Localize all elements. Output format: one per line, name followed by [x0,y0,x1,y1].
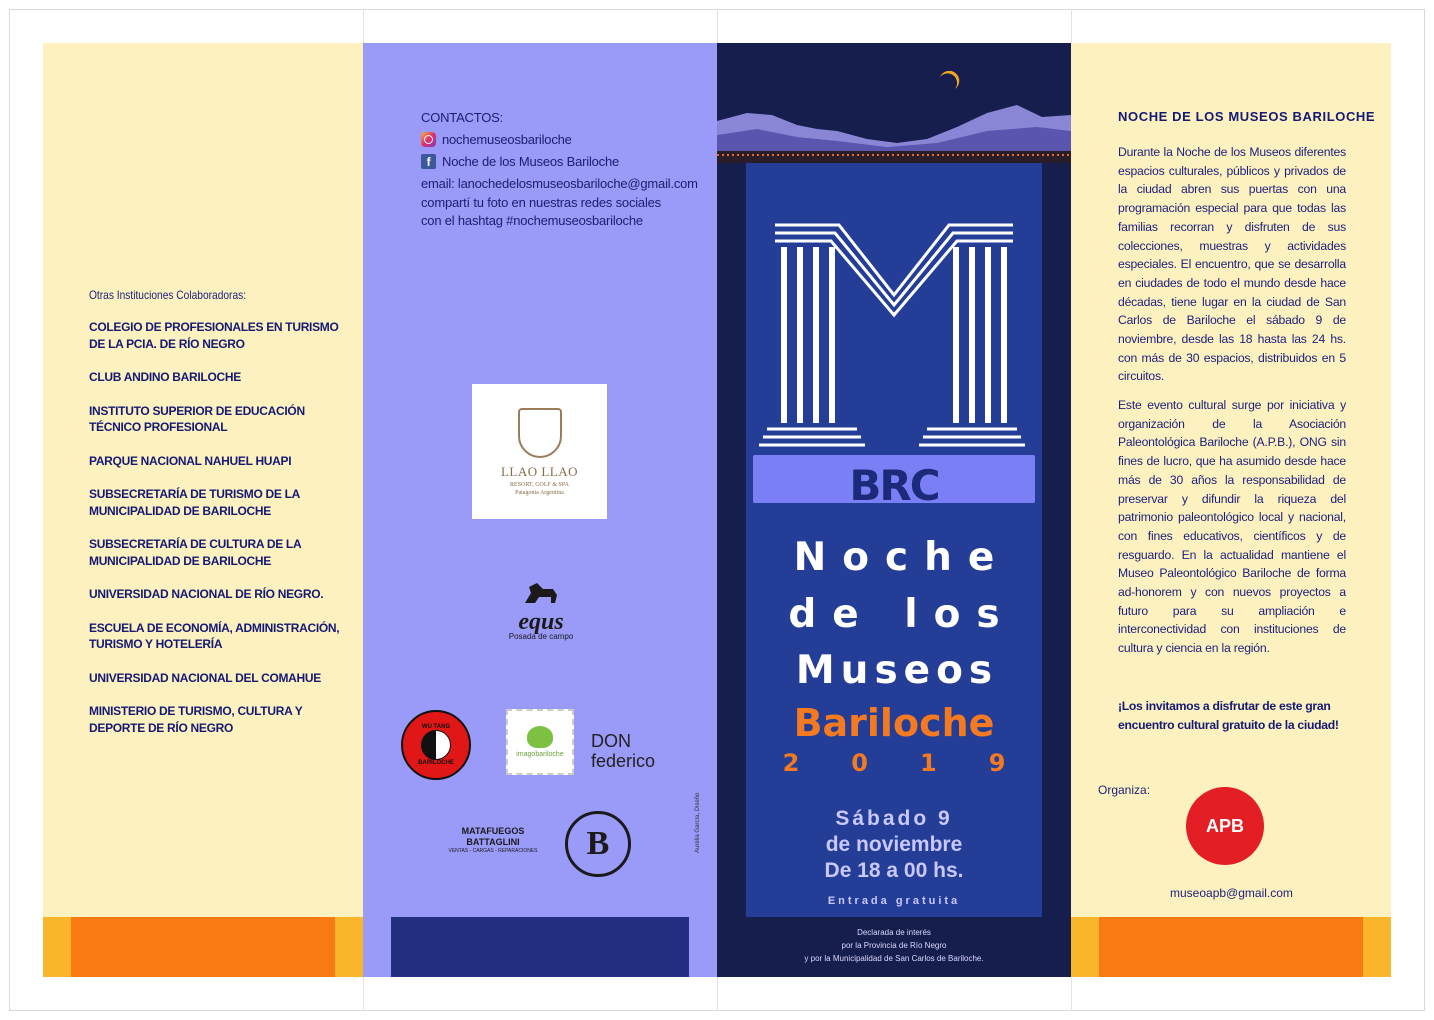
panel-cover [717,43,1071,977]
about-paragraph-2: Este evento cultural surge por iniciativa y organización de la Asociación Paleontológica Bariloche (A.P.B.), ONG sin fines de lucro, que ha asumido desde hace más de 30 años la responsabilidad de preservar y difundir la riqueza del patrimonio paleontológico local y nacional, con fines educativos, científicos y de resguardo. En la actualidad mantiene el Museo Paleontológico Bariloche de forma ad-honorem y con nuevos proyectos a futuro para su ampliación e interconectividad con instituciones de cultura y ciencia en la región. [1118,398,1346,656]
instagram-icon [421,132,436,147]
apb-letters: APB [1205,815,1244,836]
shield-icon [518,408,562,458]
don-federico-line1: DON [591,731,631,751]
matafuegos-tagline: VENTAS - CARGAS - REPARACIONES [448,848,538,854]
imago-name: imagobariloche [516,751,564,758]
list-item: PARQUE NACIONAL NAHUEL HUAPI [89,453,292,468]
declaration-line: y por la Municipalidad de San Carlos de Bariloche. [804,954,984,963]
contacts-block [421,106,698,232]
color-strip [71,917,335,977]
title-city: Bariloche [793,701,995,745]
brc-monogram: BRC [849,460,939,510]
hashtag-text: con el hashtag #nochemuseosbariloche [421,213,643,228]
list-item: COLEGIO DE PROFESIONALES EN TURISMO DE LA PCIA. DE RÍO NEGRO [89,320,339,351]
organizer-email[interactable]: museoapb@gmail.com [1170,886,1293,900]
list-item: MINISTERIO DE TURISMO, CULTURA Y DEPORTE DE RÍO NEGRO [89,704,303,735]
event-month: de noviembre [825,833,963,856]
list-item: UNIVERSIDAD NACIONAL DEL COMAHUE [89,670,321,685]
list-item: SUBSECRETARÍA DE TURISMO DE LA MUNICIPALIDAD DE BARILOCHE [89,487,300,518]
about-title: NOCHE DE LOS MUSEOS BARILOCHE [1118,109,1376,124]
panel-collaborators [43,43,363,977]
equs-name: equs [518,609,564,635]
panel-contacts-sponsors [363,43,717,977]
matafuegos-name: MATAFUEGOS [461,826,525,836]
facebook-page[interactable]: Noche de los Museos Bariloche [442,153,620,169]
color-strip [335,917,363,977]
list-item: CLUB ANDINO BARILOCHE [89,370,241,384]
horse-icon [521,581,561,605]
about-paragraph-1: Durante la Noche de los Museos diferentes espacios culturales, públicos y privados de la ciudad abren sus puertas con una programación especial para que todas las familias recorran y disfruten de sus colecciones, muestras y actividades especiales. El encuentro, que se desarrolla en ciudades de todo el mundo desde hace décadas, tiene lugar en la ciudad de San Carlos de Bariloche el sábado 9 de noviembre, desde las 18 hasta las 24 hs. con más de 30 espacios, distribuidos en 5 circuitos. [1118,145,1346,384]
entry-note: Entrada gratuita [827,895,961,907]
matafuegos-logo [448,826,538,854]
color-strip [363,917,391,977]
cover-illustration [717,43,1071,513]
title-year: 2019 [782,749,1058,777]
declaration-line: por la Provincia de Río Negro [841,941,947,950]
wu-tang-sub: BARILOCHE [418,760,454,766]
wu-tang-logo [401,710,471,780]
design-credit: Aurelia García, Diseño [695,792,701,853]
list-item: INSTITUTO SUPERIOR DE EDUCACIÓN TÉCNICO PROFESIONAL [89,403,305,434]
crescent-moon-icon [894,189,920,218]
collaborators-heading: Otras Instituciones Colaboradoras: [89,288,247,302]
event-day: Sábado 9 [835,807,953,830]
frog-icon [527,726,553,748]
equs-logo [471,581,611,641]
llao-llao-name: LLAO LLAO [500,463,579,479]
llao-llao-sub2: Patagonia Argentina [515,489,564,496]
facebook-icon: f [421,154,436,169]
contact-email[interactable]: email: lanochedelosmuseosbariloche@gmail.com [421,176,698,191]
contacts-heading [421,106,698,128]
don-federico-logo [591,731,691,771]
title-line-1: Noche [793,535,1011,580]
invitation-text: ¡Los invitamos a disfrutar de este gran encuentro cultural gratuito de la ciudad! [1118,699,1339,732]
imago-bariloche-logo [506,709,574,775]
color-strip [1099,917,1363,977]
don-federico-line2: federico [591,751,656,771]
equs-sub: Posada de campo [508,632,574,641]
facebook-row[interactable] [421,150,698,172]
instagram-row[interactable] [421,128,698,150]
list-item: ESCUELA DE ECONOMÍA, ADMINISTRACIÓN, TURISMO Y HOTELERÍA [89,620,340,651]
museum-m-icon [775,225,1013,315]
color-strip [689,917,717,977]
llao-llao-sub: RESORT, GOLF & SPA [510,481,569,488]
panel-about [1071,43,1391,977]
color-strip [1363,917,1391,977]
color-strip [1071,917,1099,977]
apb-logo [1186,787,1264,865]
yin-yang-icon [421,730,451,760]
instagram-handle[interactable]: nochemuseosbariloche [442,131,572,147]
contacts-title: CONTACTOS: [421,109,504,125]
wu-tang-name: WU TANG [421,724,451,730]
title-line-3: Museos [795,648,999,693]
organizer-label: Organiza: [1098,783,1151,797]
declaration-block [717,926,1071,965]
share-text: compartí tu foto en nuestras redes sociales [421,194,661,210]
event-time: De 18 a 00 hs. [824,859,964,882]
list-item: SUBSECRETARÍA DE CULTURA DE LA MUNICIPALIDAD DE BARILOCHE [89,537,301,568]
berlina-logo [565,811,631,877]
list-item: UNIVERSIDAD NACIONAL DE RÍO NEGRO. [89,587,324,601]
columns-icon [781,247,1007,423]
declaration-line: Declarada de interés [857,928,931,937]
institution-list [89,319,349,753]
color-strip [43,917,71,977]
title-line-2: de los [788,592,1016,637]
color-strip [391,917,689,977]
berlina-letter: B [586,825,610,862]
matafuegos-name2: BATTAGLINI [466,837,520,847]
llao-llao-logo [472,384,607,519]
